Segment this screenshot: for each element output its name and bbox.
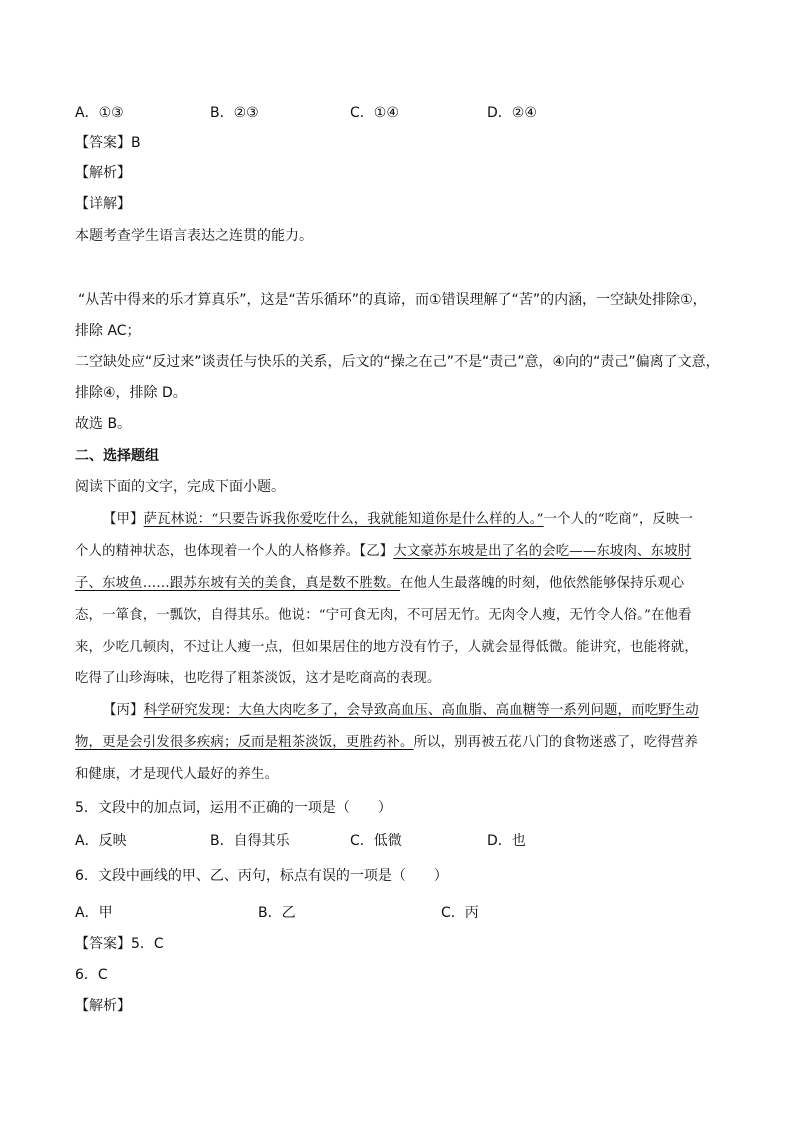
q4-explanation-1b: 排除 AC； [75,323,141,339]
underlined-sentence-jia: 萨瓦林说：“只要告诉我你爱吃什么，我就能知道你是什么样的人。” [143,512,544,527]
q4-conclusion: 故选 B。 [75,416,132,432]
q4-intro: 本题考查学生语言表达之连贯的能力。 [75,228,313,244]
q5-stem: 5．文段中的加点词，运用不正确的一项是（ ） [75,800,392,816]
passage-line-1 [103,510,693,530]
q6-stem: 6．文段中画线的甲、乙、丙句，标点有误的一项是（ ） [75,868,448,884]
answers-analysis-label: 【解析】 [75,998,131,1014]
passage-line-9: 和健康，才是现代人最好的养生。 [75,767,279,782]
answers-line-2: 6．C [75,967,108,983]
passage-line-4: 态，一箪食，一瓢饮，自得其乐。他说：“宁可食无肉，不可居无竹。无肉令人瘦，无竹令人俗。”在他看 [75,608,692,623]
passage-line-2 [75,542,691,562]
passage-line-8 [75,733,698,753]
q4-option-d: D．②④ [487,105,537,121]
q6-option-b: B．乙 [258,905,296,921]
passage-line-6: 吃得了山珍海味，也吃得了粗茶淡饭，这才是吃商高的表现。 [75,671,441,686]
passage-line-3 [75,574,684,594]
q5-option-d: D．也 [487,833,526,849]
passage-tag-yi: 【乙】 [359,544,394,559]
q4-explanation-2b: 排除④，排除 D。 [75,385,187,401]
q4-answer: 【答案】B [75,135,141,151]
q4-option-c: C．①④ [350,105,399,121]
passage-line-5: 来，少吃几顿肉，不过让人瘦一点，但如果居住的地方没有竹子，人就会显得低微。能讲究，也能将就， [75,640,698,655]
passage-text: 在他人生最落魄的时刻，他依然能够保持乐观心 [399,576,685,591]
passage-text: 个人的精神状态，也体现着一个人的人格修养。 [75,544,360,559]
q6-option-c: C．丙 [441,905,479,921]
passage-tag-jia: 【甲】 [103,512,144,527]
section-instruction: 阅读下面的文字，完成下面小题。 [75,479,285,495]
underlined-sentence-yi: 大文豪苏东坡是出了名的会吃——东坡肉、东坡肘 [393,544,692,559]
passage-line-7 [103,701,699,721]
underlined-sentence-bing-cont: 物，更是会引发很多疾病；反而是粗茶淡饭，更胜药补。 [75,735,414,750]
passage-text: 所以，别再被五花八门的食物迷惑了，吃得营养 [413,735,698,750]
q4-explanation-1a: “从苦中得来的乐才算真乐”，这是“苦乐循环”的真谛，而①错误理解了“苦”的内涵，一空缺处排除①， [78,292,707,308]
underlined-sentence-bing: 科学研究发现：大鱼大肉吃多了，会导致高血压、高血脂、高血糖等一系列问题，而吃野生动 [143,703,699,718]
q5-option-c: C．低微 [350,833,402,849]
q6-option-a: A．甲 [75,905,113,921]
underlined-sentence-yi-cont: 子、东坡鱼……跟苏东坡有关的美食，真是数不胜数。 [75,576,400,591]
q4-option-b: B．②③ [210,105,259,121]
q5-option-a: A．反映 [75,833,127,849]
q4-explanation-2a: 二空缺处应“反过来”谈责任与快乐的关系，后文的“操之在己”不是“责己”意，④向的“责己”偏离了文意， [75,354,720,370]
q4-analysis-label: 【解析】 [75,165,131,181]
section-heading: 二、选择题组 [75,448,159,464]
q5-option-b: B．自得其乐 [210,833,290,849]
passage-tag-bing: 【丙】 [103,703,144,718]
q4-detail-label: 【详解】 [75,196,131,212]
passage-text: 一个人的“吃商”，反映一 [543,512,693,527]
q4-option-a: A．①③ [75,105,124,121]
answers-label: 【答案】5．C [75,936,164,952]
